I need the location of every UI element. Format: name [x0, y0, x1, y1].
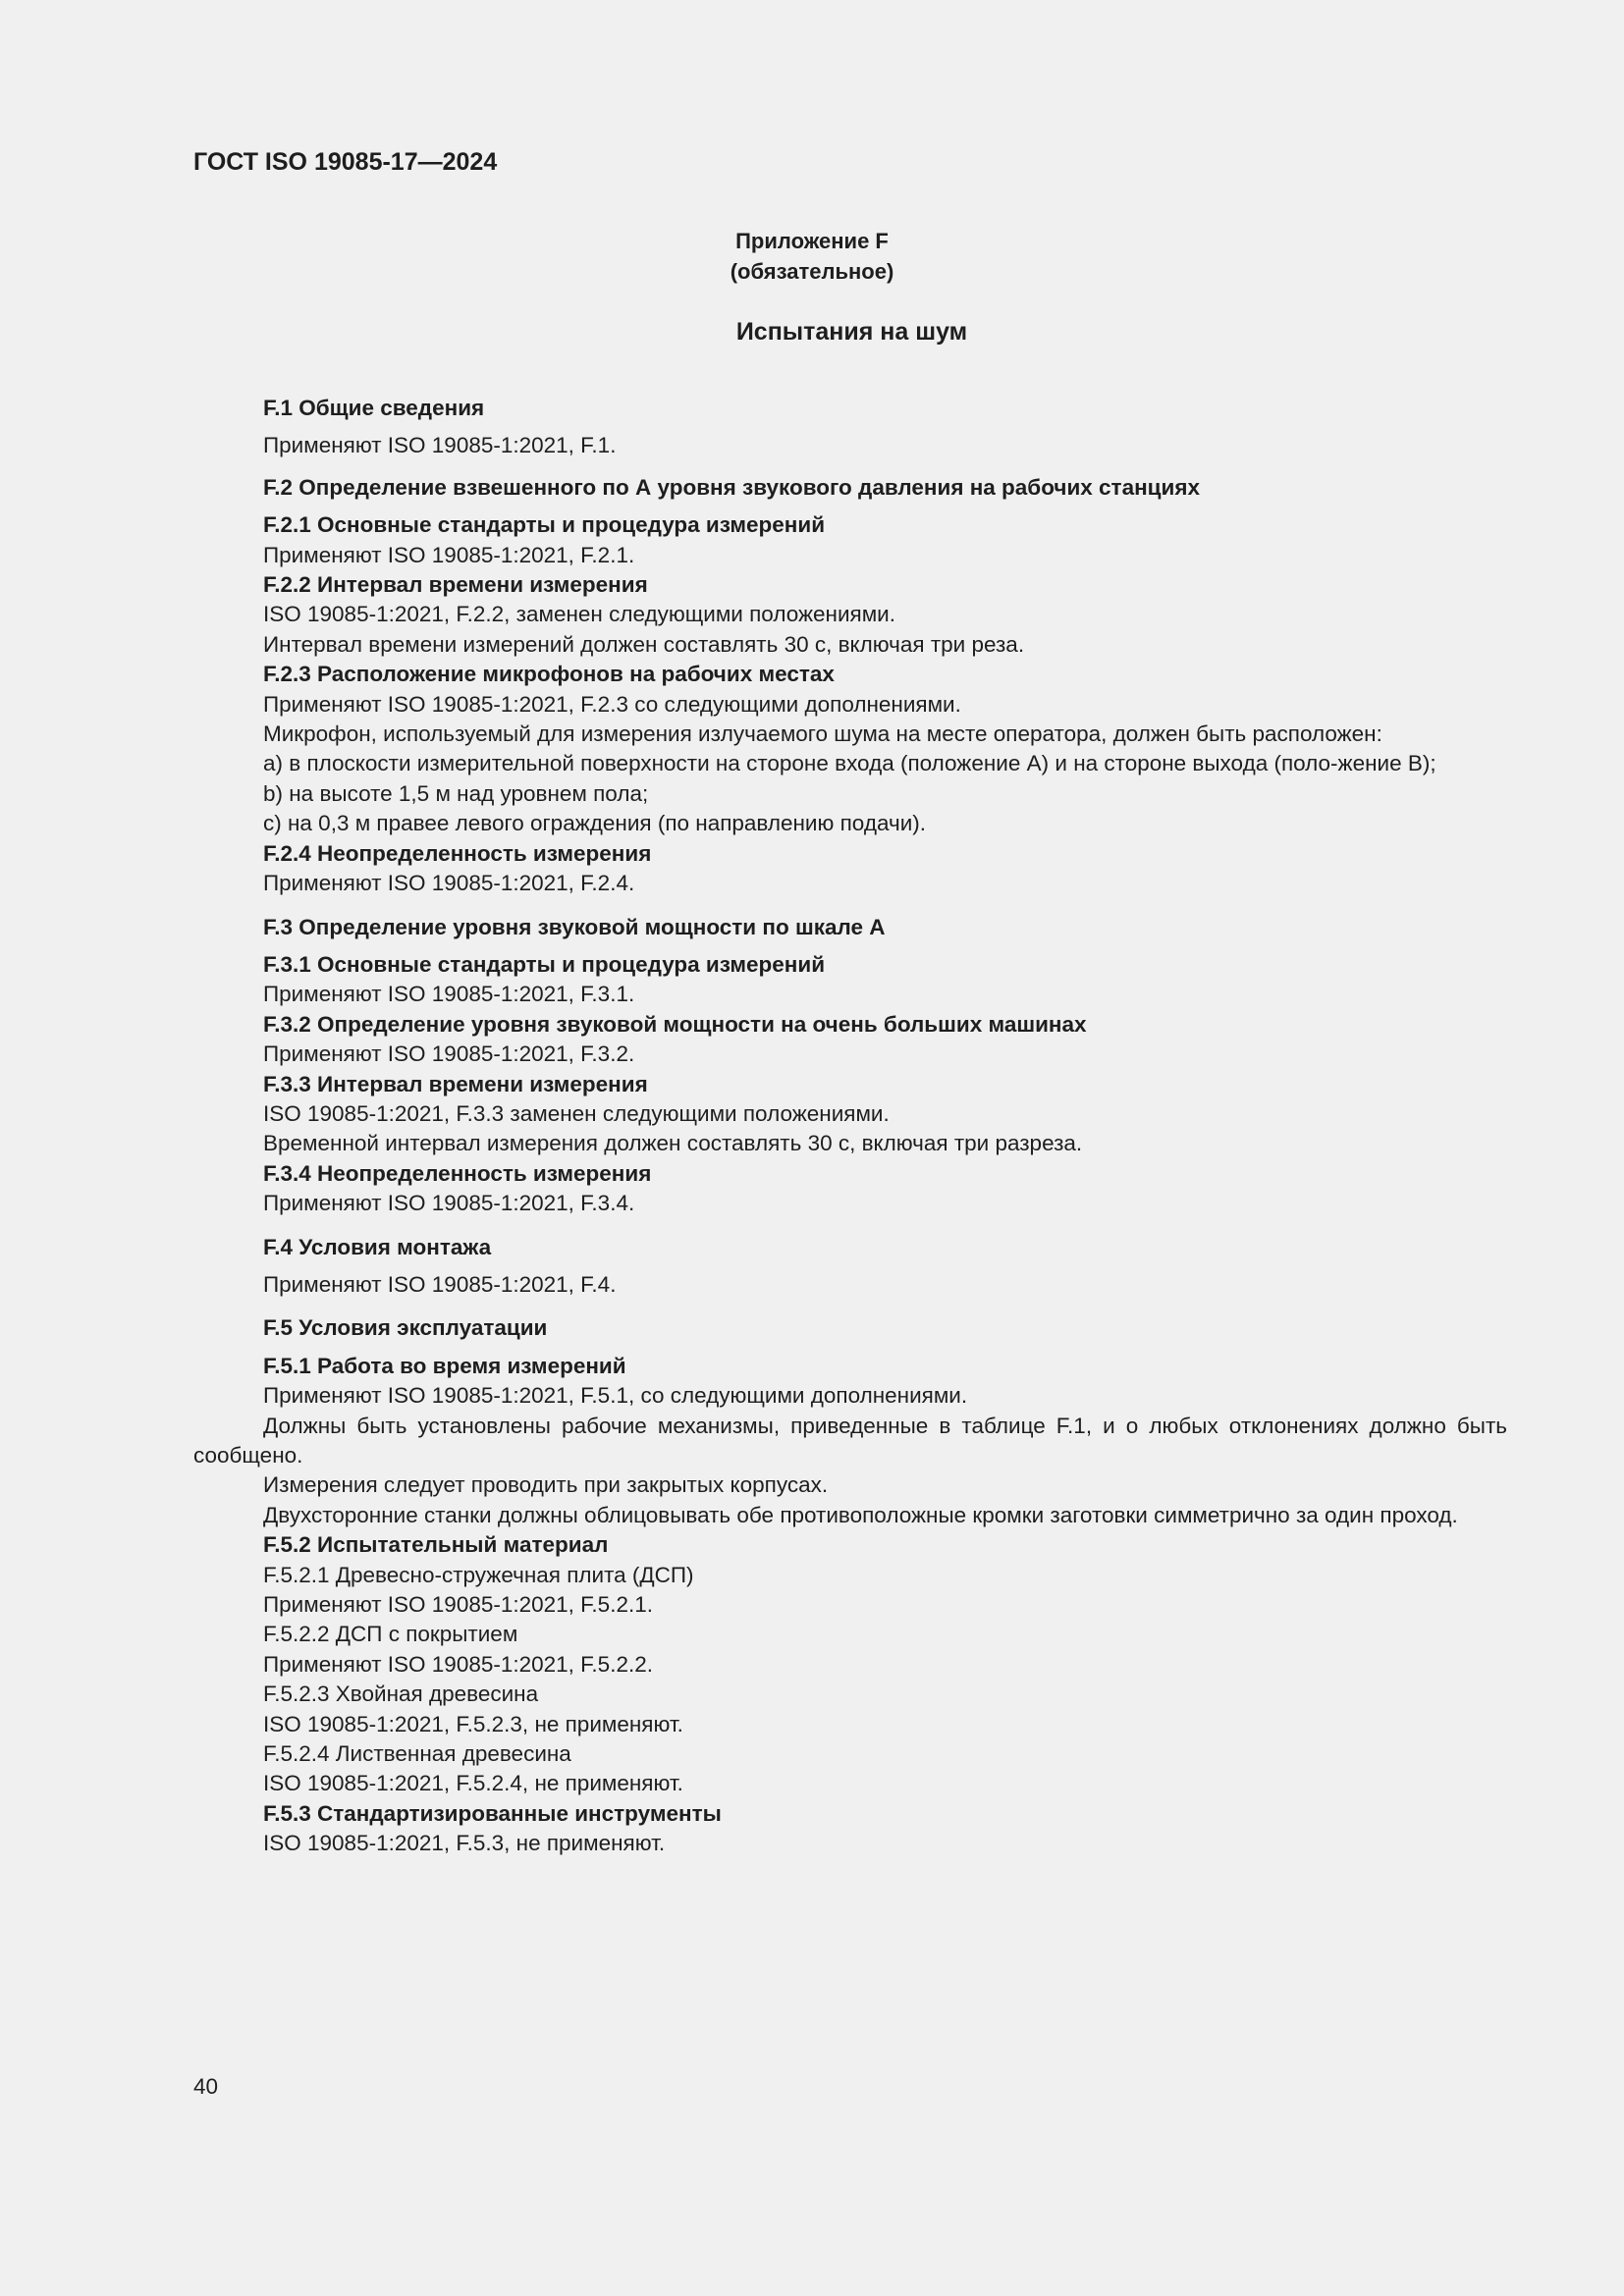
subsection-heading-f24: F.2.4 Неопределенность измерения: [263, 840, 652, 866]
section-heading-f5: F.5 Условия эксплуатации: [263, 1315, 548, 1341]
subsection-heading-f52: F.5.2 Испытательный материал: [263, 1532, 609, 1558]
paragraph: Применяют ISO 19085-1:2021, F.2.1.: [263, 542, 635, 567]
subsection-heading-f53: F.5.3 Стандартизированные инструменты: [263, 1800, 722, 1826]
paragraph: ISO 19085-1:2021, F.5.2.4, не применяют.: [263, 1771, 683, 1796]
section-heading-f1: F.1 Общие сведения: [263, 396, 485, 420]
paragraph: Применяют ISO 19085-1:2021, F.5.1, со следующими дополнениями.: [263, 1383, 968, 1409]
list-item: c) на 0,3 м правее левого ограждения (по направлению подачи).: [263, 811, 926, 836]
subsection-heading-f23: F.2.3 Расположение микрофонов на рабочих местах: [263, 662, 835, 687]
list-item: b) на высоте 1,5 м над уровнем пола;: [263, 780, 649, 806]
section-heading-f4: F.4 Условия монтажа: [263, 1234, 492, 1259]
clause-heading: F.5.2.2 ДСП с покрытием: [263, 1622, 518, 1647]
page-number: 40: [193, 2074, 219, 2099]
paragraph: Применяют ISO 19085-1:2021, F.5.2.2.: [263, 1651, 653, 1677]
paragraph: ISO 19085-1:2021, F.2.2, заменен следующими положениями.: [263, 602, 895, 627]
paragraph: Применяют ISO 19085-1:2021, F.3.4.: [263, 1191, 635, 1216]
document-body: [193, 394, 1507, 1859]
subsection-heading-f32: F.3.2 Определение уровня звуковой мощности на очень больших машинах: [263, 1011, 1087, 1037]
subsection-heading-f21: F.2.1 Основные стандарты и процедура измерений: [263, 512, 826, 538]
appendix-heading: [0, 226, 1624, 287]
paragraph: Применяют ISO 19085-1:2021, F.5.2.1.: [263, 1592, 653, 1618]
section-heading-f2: F.2 Определение взвешенного по А уровня звукового давления на рабочих станциях: [263, 474, 1200, 500]
appendix-status: (обязательное): [730, 259, 894, 284]
paragraph: Применяют ISO 19085-1:2021, F.1.: [263, 433, 617, 458]
paragraph: Микрофон, используемый для измерения излучаемого шума на месте оператора, должен быть расположен:: [263, 721, 1382, 747]
paragraph: Измерения следует проводить при закрытых корпусах.: [263, 1472, 829, 1498]
paragraph: Двухсторонние станки должны облицовывать обе противоположные кромки заготовки симметрично за один проход.: [263, 1502, 1458, 1527]
paragraph: Применяют ISO 19085-1:2021, F.2.3 со следующими дополнениями.: [263, 691, 961, 717]
clause-heading: F.5.2.3 Хвойная древесина: [263, 1682, 539, 1707]
paragraph: ISO 19085-1:2021, F.5.3, не применяют.: [263, 1831, 666, 1856]
list-item: a) в плоскости измерительной поверхности на стороне входа (положение A) и на стороне выхода (поло-жение B);: [263, 751, 1436, 776]
clause-heading: F.5.2.1 Древесно-стружечная плита (ДСП): [263, 1562, 694, 1587]
subsection-heading-f34: F.3.4 Неопределенность измерения: [263, 1160, 652, 1186]
paragraph: ISO 19085-1:2021, F.3.3 заменен следующими положениями.: [263, 1100, 890, 1126]
paragraph: Интервал времени измерений должен составлять 30 с, включая три реза.: [263, 631, 1025, 657]
paragraph: Применяют ISO 19085-1:2021, F.4.: [263, 1271, 617, 1297]
subsection-heading-f22: F.2.2 Интервал времени измерения: [263, 572, 648, 598]
paragraph: Применяют ISO 19085-1:2021, F.3.2.: [263, 1041, 635, 1067]
appendix-label: Приложение F: [735, 229, 889, 253]
document-header: ГОСТ ISO 19085-17—2024: [193, 148, 498, 176]
subsection-heading-f31: F.3.1 Основные стандарты и процедура измерений: [263, 951, 826, 977]
appendix-title: Испытания на шум: [735, 318, 968, 346]
paragraph: Применяют ISO 19085-1:2021, F.3.1.: [263, 982, 635, 1007]
subsection-heading-f33: F.3.3 Интервал времени измерения: [263, 1071, 648, 1096]
paragraph: Временной интервал измерения должен составлять 30 с, включая три разреза.: [263, 1131, 1083, 1156]
paragraph: Должны быть установлены рабочие механизмы, приведенные в таблице F.1, и о любых отклонениях должно быть сообщено.: [193, 1413, 1507, 1468]
subsection-heading-f51: F.5.1 Работа во время измерений: [263, 1353, 626, 1378]
paragraph: ISO 19085-1:2021, F.5.2.3, не применяют.: [263, 1711, 683, 1736]
paragraph: Применяют ISO 19085-1:2021, F.2.4.: [263, 871, 635, 896]
section-heading-f3: F.3 Определение уровня звуковой мощности по шкале А: [263, 914, 886, 939]
clause-heading: F.5.2.4 Лиственная древесина: [263, 1741, 571, 1767]
